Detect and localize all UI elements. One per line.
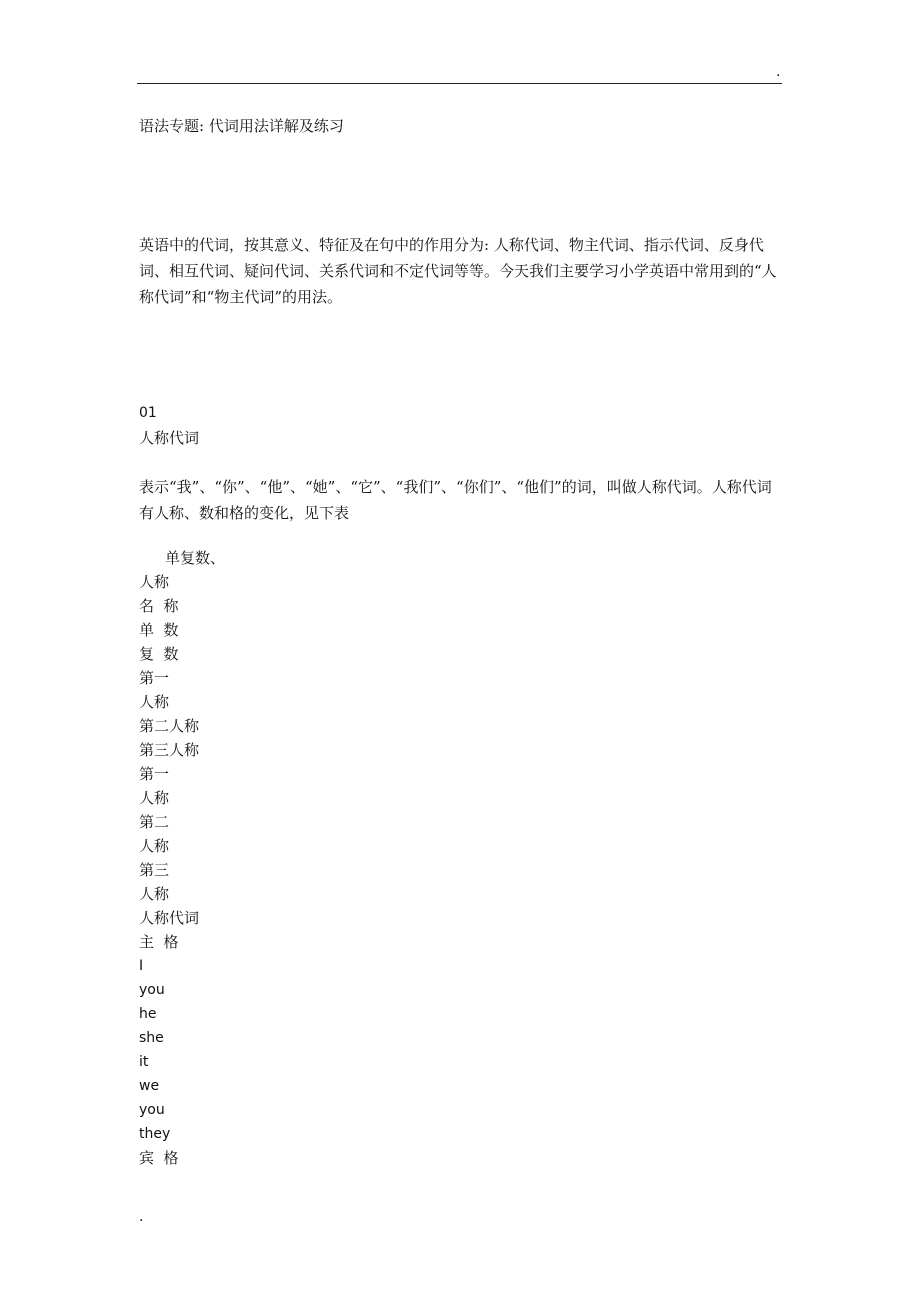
table-line: 人称 (139, 885, 170, 903)
table-line: he (139, 1006, 157, 1022)
table-line: 宾 格 (139, 1149, 179, 1167)
table-line: 单复数、 (165, 549, 226, 567)
table-line: 复 数 (139, 645, 179, 663)
section-heading: 人称代词 (139, 429, 200, 447)
footer-mark: . (139, 1209, 144, 1225)
table-line: we (139, 1078, 160, 1094)
section-number: 01 (139, 405, 157, 421)
table-line: 人称 (139, 693, 170, 711)
table-line: she (139, 1030, 164, 1046)
table-line: 第二 (139, 813, 170, 831)
document-title: 语法专题: 代词用法详解及练习 (139, 117, 344, 135)
header-mark: . (776, 64, 781, 80)
table-line: 人称 (139, 573, 170, 591)
table-line: 第三人称 (139, 741, 200, 759)
table-line: you (139, 982, 165, 998)
header-rule (137, 83, 782, 84)
table-line: 人称 (139, 837, 170, 855)
table-line: it (139, 1054, 149, 1070)
table-line: 人称代词 (139, 909, 200, 927)
intro-paragraph: 英语中的代词，按其意义、特征及在句中的作用分为: 人称代词、物主代词、指示代词、反身代词、相互代词、疑问代词、关系代词和不定代词等等。今天我们主要学习小学英语中常用到的“人称代词”和“物主代词”的用法。 (139, 236, 777, 306)
table-line: 主 格 (139, 933, 179, 951)
table-line: 第二人称 (139, 717, 200, 735)
pronoun-table-text (139, 546, 539, 1170)
table-line: 第三 (139, 861, 170, 879)
section-body: 表示“我”、“你”、“他”、“她”、“它”、“我们”、“你们”、“他们”的词，叫做人称代词。人称代词有人称、数和格的变化，见下表 (139, 478, 772, 522)
table-line: 人称 (139, 789, 170, 807)
table-line: you (139, 1102, 165, 1118)
table-line: 单 数 (139, 621, 179, 639)
table-line: 第一 (139, 765, 170, 783)
table-line: 第一 (139, 669, 170, 687)
table-line: they (139, 1126, 171, 1142)
table-line: 名 称 (139, 597, 179, 615)
table-line: I (139, 958, 144, 974)
